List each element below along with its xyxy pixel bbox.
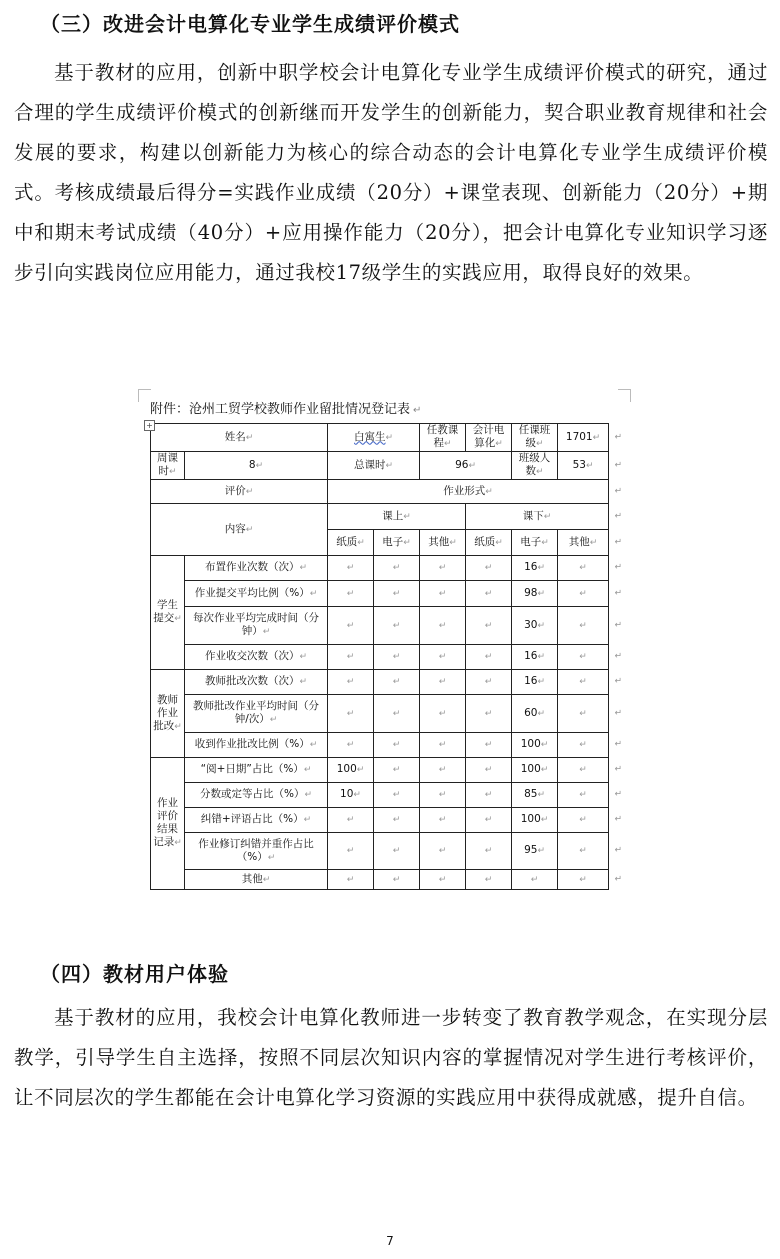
value-cell: 100↵ bbox=[328, 758, 374, 783]
class-size-value: 53↵ ↵ bbox=[558, 452, 609, 480]
value-cell: ↵ bbox=[466, 607, 512, 645]
value-cell: ↵ ↵ bbox=[558, 808, 609, 833]
table-row bbox=[151, 758, 609, 783]
item-label: 教师批改作业平均时间（分钟/次）↵ bbox=[185, 695, 328, 733]
table-row bbox=[151, 783, 609, 808]
value-cell: ↵ bbox=[466, 581, 512, 607]
table-row bbox=[151, 733, 609, 758]
value-cell: ↵ bbox=[420, 556, 466, 581]
section3-heading: （三）改进会计电算化专业学生成绩评价模式 bbox=[40, 12, 460, 36]
col-paper-in: 纸质↵ bbox=[328, 530, 374, 556]
value-cell: ↵ ↵ bbox=[558, 733, 609, 758]
value-cell: ↵ bbox=[466, 645, 512, 670]
total-hours-label: 总课时↵ bbox=[328, 452, 420, 480]
value-cell: ↵ bbox=[512, 870, 558, 890]
value-cell: ↵ bbox=[420, 695, 466, 733]
item-label: 纠错+评语占比（%）↵ bbox=[185, 808, 328, 833]
item-label: 作业提交平均比例（%）↵ bbox=[185, 581, 328, 607]
value-cell: ↵ bbox=[328, 607, 374, 645]
form-title bbox=[150, 396, 620, 423]
value-cell: ↵ bbox=[466, 733, 512, 758]
item-label: 每次作业平均完成时间（分钟）↵ bbox=[185, 607, 328, 645]
value-cell: ↵ bbox=[420, 870, 466, 890]
table-row bbox=[151, 870, 609, 890]
value-cell: ↵ bbox=[466, 556, 512, 581]
section4-heading: （四）教材用户体验 bbox=[40, 962, 229, 986]
table-row bbox=[151, 556, 609, 581]
value-cell: ↵ ↵ bbox=[558, 870, 609, 890]
value-cell: ↵ bbox=[374, 556, 420, 581]
value-cell: ↵ ↵ bbox=[558, 758, 609, 783]
value-cell: 85↵ bbox=[512, 783, 558, 808]
value-cell: ↵ bbox=[420, 833, 466, 870]
value-cell: ↵ ↵ bbox=[558, 581, 609, 607]
page-number: 7 bbox=[386, 1234, 394, 1248]
col-other-in: 其他↵ bbox=[420, 530, 466, 556]
value-cell: ↵ bbox=[328, 808, 374, 833]
table-row bbox=[151, 833, 609, 870]
value-cell: ↵ ↵ bbox=[558, 783, 609, 808]
group-label: 教师作业批改↵ bbox=[151, 670, 185, 758]
value-cell: ↵ bbox=[420, 758, 466, 783]
value-cell: ↵ bbox=[466, 758, 512, 783]
value-cell: 100↵ bbox=[512, 808, 558, 833]
table-row bbox=[151, 607, 609, 645]
value-cell: ↵ bbox=[328, 870, 374, 890]
value-cell: ↵ bbox=[328, 581, 374, 607]
value-cell: ↵ ↵ bbox=[558, 695, 609, 733]
item-label: 布置作业次数（次）↵ bbox=[185, 556, 328, 581]
table-row bbox=[151, 581, 609, 607]
homework-record-form bbox=[146, 396, 623, 886]
value-cell: ↵ bbox=[420, 581, 466, 607]
value-cell: ↵ ↵ bbox=[558, 607, 609, 645]
value-cell: ↵ bbox=[374, 808, 420, 833]
item-label: 教师批改次数（次）↵ bbox=[185, 670, 328, 695]
value-cell: ↵ bbox=[466, 870, 512, 890]
col-other-after: 其他↵ ↵ bbox=[558, 530, 609, 556]
section4-paragraph: 基于教材的应用，我校会计电算化教师进一步转变了教育教学观念，在实现分层教学，引导学生自主选择，按照不同层次知识内容的掌握情况对学生进行考核评价，让不同层次的学生都能在会计电算化学习资源的实践应用中获得成就感，提升自信。 bbox=[14, 1006, 768, 1109]
value-cell: ↵ ↵ bbox=[558, 645, 609, 670]
value-cell: ↵ bbox=[374, 645, 420, 670]
value-cell: ↵ bbox=[374, 695, 420, 733]
value-cell: ↵ bbox=[374, 733, 420, 758]
value-cell: 16↵ bbox=[512, 556, 558, 581]
total-hours-value: 96↵ bbox=[420, 452, 512, 480]
value-cell: ↵ bbox=[466, 695, 512, 733]
content-label: 内容↵ bbox=[151, 504, 328, 556]
value-cell: 100↵ bbox=[512, 758, 558, 783]
value-cell: 16↵ bbox=[512, 645, 558, 670]
item-label: 收到作业批改比例（%）↵ bbox=[185, 733, 328, 758]
class-size-label: 班级人数↵ bbox=[512, 452, 558, 480]
class-label: 任课班级↵ bbox=[512, 424, 558, 452]
col-paper-after: 纸质↵ bbox=[466, 530, 512, 556]
value-cell: ↵ bbox=[420, 808, 466, 833]
value-cell: ↵ bbox=[374, 783, 420, 808]
item-label: 其他↵ bbox=[185, 870, 328, 890]
class-value: 1701↵ ↵ bbox=[558, 424, 609, 452]
value-cell: ↵ bbox=[328, 833, 374, 870]
name-value: 白寓生↵ bbox=[328, 424, 420, 452]
value-cell: ↵ bbox=[374, 758, 420, 783]
group-label: 学生提交↵ bbox=[151, 556, 185, 670]
form-title-text: 附件：沧州工贸学校教师作业留批情况登记表 bbox=[150, 402, 411, 417]
item-label: 作业修订纠错并重作占比（%）↵ bbox=[185, 833, 328, 870]
value-cell: ↵ bbox=[374, 670, 420, 695]
section3-paragraph: 基于教材的应用，创新中职学校会计电算化专业学生成绩评价模式的研究，通过合理的学生成绩评价模式的创新继而开发学生的创新能力，契合职业教育规律和社会发展的要求，构建以创新能力为核心的综合动态的会计电算化专业学生成绩评价模式。考核成绩最后得分=实践作业成绩（20分）+课堂表现、创新能力（20分）+期中和期末考试成绩（40分）+应用操作能力（20分），把会计电算化专业知识学习逐步引向实践岗位应用能力，通过我校17级学生的实践应用，取得良好的效果。 bbox=[14, 61, 768, 284]
value-cell: ↵ bbox=[328, 645, 374, 670]
value-cell: ↵ bbox=[328, 695, 374, 733]
value-cell: ↵ ↵ bbox=[558, 670, 609, 695]
value-cell: ↵ bbox=[328, 556, 374, 581]
value-cell: ↵ bbox=[420, 607, 466, 645]
table-row bbox=[151, 670, 609, 695]
value-cell: 10↵ bbox=[328, 783, 374, 808]
form-table bbox=[150, 423, 623, 890]
value-cell: 100↵ bbox=[512, 733, 558, 758]
header-row-4 bbox=[151, 504, 609, 530]
table-move-handle-icon[interactable]: + bbox=[144, 420, 155, 431]
name-label: 姓名↵ bbox=[151, 424, 328, 452]
evaluation-label: 评价↵ bbox=[151, 480, 328, 504]
course-label: 任教课程↵ bbox=[420, 424, 466, 452]
table-row bbox=[151, 695, 609, 733]
value-cell: ↵ bbox=[466, 833, 512, 870]
value-cell: ↵ bbox=[420, 733, 466, 758]
group-label: 作业评价结果记录↵ bbox=[151, 758, 185, 890]
header-row-2 bbox=[151, 452, 609, 480]
value-cell: 60↵ bbox=[512, 695, 558, 733]
value-cell: ↵ bbox=[466, 783, 512, 808]
weekly-hours-label: 周课时↵ bbox=[151, 452, 185, 480]
value-cell: ↵ ↵ bbox=[558, 833, 609, 870]
header-row-1 bbox=[151, 424, 609, 452]
col-electronic-after: 电子↵ bbox=[512, 530, 558, 556]
in-class-label: 课上↵ bbox=[328, 504, 466, 530]
header-row-3 bbox=[151, 480, 609, 504]
value-cell: ↵ bbox=[420, 783, 466, 808]
value-cell: 16↵ bbox=[512, 670, 558, 695]
col-electronic-in: 电子↵ bbox=[374, 530, 420, 556]
item-label: 作业收交次数（次）↵ bbox=[185, 645, 328, 670]
item-label: “阅+日期”占比（%）↵ bbox=[185, 758, 328, 783]
item-label: 分数或定等占比（%）↵ bbox=[185, 783, 328, 808]
value-cell: ↵ bbox=[374, 870, 420, 890]
value-cell: ↵ bbox=[374, 607, 420, 645]
table-row bbox=[151, 808, 609, 833]
value-cell: ↵ bbox=[328, 670, 374, 695]
after-class-label: 课下↵ ↵ bbox=[466, 504, 609, 530]
paragraph-mark: ↵ bbox=[413, 405, 422, 416]
value-cell: ↵ bbox=[466, 670, 512, 695]
value-cell: ↵ bbox=[374, 581, 420, 607]
value-cell: ↵ bbox=[420, 645, 466, 670]
value-cell: ↵ bbox=[466, 808, 512, 833]
value-cell: ↵ bbox=[420, 670, 466, 695]
value-cell: 95↵ bbox=[512, 833, 558, 870]
weekly-hours-value: 8↵ bbox=[185, 452, 328, 480]
value-cell: ↵ ↵ bbox=[558, 556, 609, 581]
value-cell: 98↵ bbox=[512, 581, 558, 607]
course-value: 会计电算化↵ bbox=[466, 424, 512, 452]
value-cell: ↵ bbox=[374, 833, 420, 870]
homework-form-label: 作业形式↵ ↵ bbox=[328, 480, 609, 504]
table-row bbox=[151, 645, 609, 670]
value-cell: 30↵ bbox=[512, 607, 558, 645]
value-cell: ↵ bbox=[328, 733, 374, 758]
